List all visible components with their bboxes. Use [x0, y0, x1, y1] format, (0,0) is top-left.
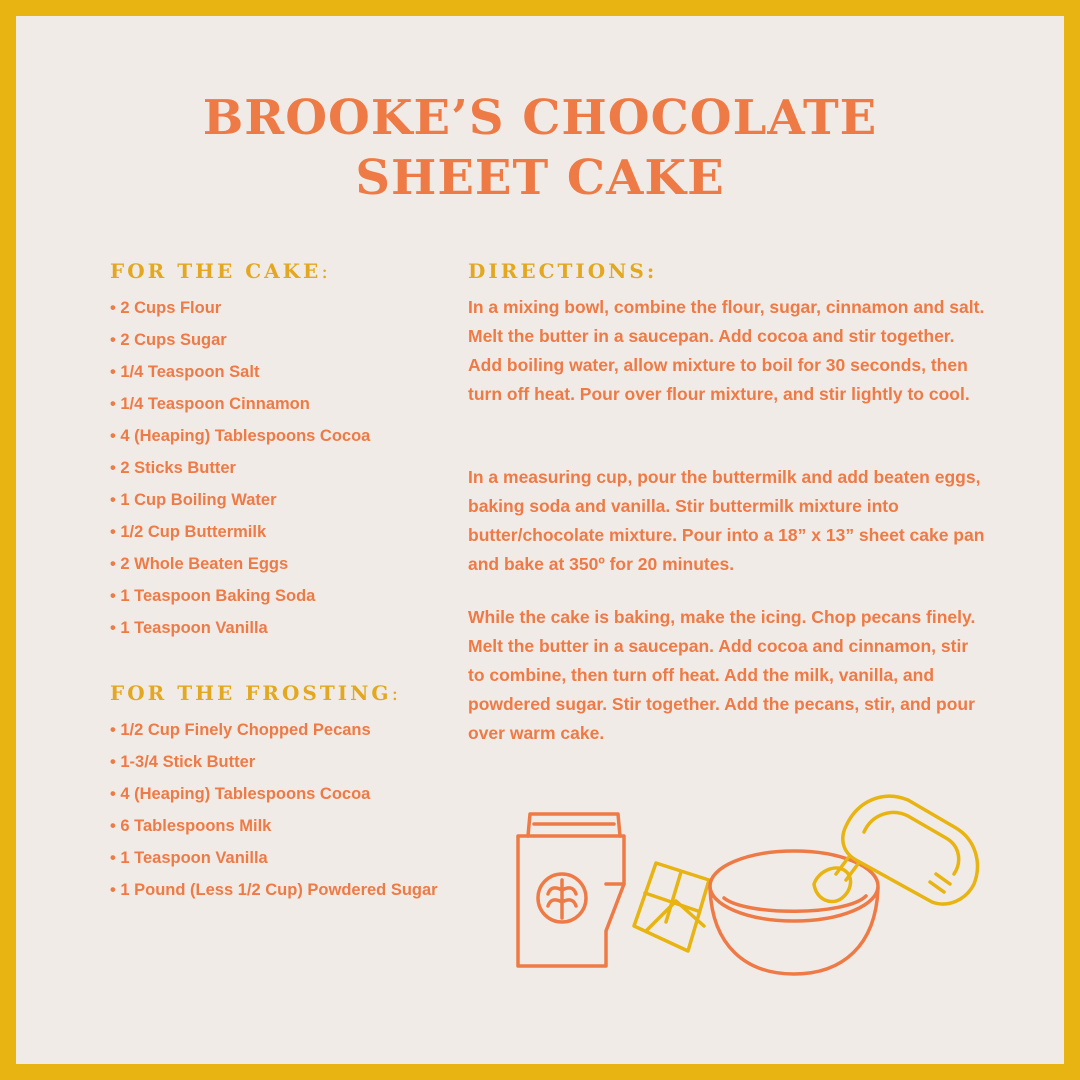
ingredient-item: • 1/4 Teaspoon Cinnamon	[110, 388, 370, 420]
frosting-ingredient-list	[110, 714, 438, 906]
recipe-title-line-1: BROOKE’S CHOCOLATE	[202, 90, 878, 146]
ingredient-item: • 2 Cups Flour	[110, 292, 370, 324]
ingredient-item: • 4 (Heaping) Tablespoons Cocoa	[110, 778, 438, 810]
baking-illustration	[496, 766, 996, 996]
ingredient-item: • 1 Cup Boiling Water	[110, 484, 370, 516]
ingredient-item: • 1 Teaspoon Baking Soda	[110, 580, 370, 612]
frosting-heading-colon: :	[391, 681, 399, 705]
ingredient-item: • 2 Sticks Butter	[110, 452, 370, 484]
directions-heading: DIRECTIONS:	[468, 259, 658, 283]
ingredient-item: • 2 Whole Beaten Eggs	[110, 548, 370, 580]
chocolate-bar-icon	[634, 863, 709, 951]
ingredient-item: • 1-3/4 Stick Butter	[110, 746, 438, 778]
ingredient-item: • 1 Pound (Less 1/2 Cup) Powdered Sugar	[110, 874, 438, 906]
cake-heading-colon: :	[321, 259, 329, 283]
ingredient-item: • 1 Teaspoon Vanilla	[110, 842, 438, 874]
ingredient-item: • 6 Tablespoons Milk	[110, 810, 438, 842]
ingredient-item: • 1/4 Teaspoon Salt	[110, 356, 370, 388]
cake-heading	[110, 258, 328, 284]
recipe-card	[16, 16, 1064, 1064]
ingredient-item: • 4 (Heaping) Tablespoons Cocoa	[110, 420, 370, 452]
flour-bag-icon	[518, 814, 624, 966]
ingredient-item: • 1 Teaspoon Vanilla	[110, 612, 370, 644]
ingredient-item: • 1/2 Cup Finely Chopped Pecans	[110, 714, 438, 746]
cake-ingredient-list	[110, 292, 370, 644]
directions-step-3: While the cake is baking, make the icing. Chop pecans finely. Melt the butter in a saucepan. Add cocoa and cinnamon, stir to combine, then turn off heat. Add the milk, vanilla, and powdered sugar. Stir together. Add the pecans, stir, and pour over warm cake.	[468, 607, 976, 743]
cake-heading-text: FOR THE CAKE	[110, 259, 322, 283]
directions-step-2: In a measuring cup, pour the buttermilk and add beaten eggs, baking soda and vanilla. Stir buttermilk mixture into butter/chocolate mixture. Pour into a 18” x 13” sheet cake pan and bake at 350º for 20 minutes.	[468, 467, 985, 574]
frosting-heading	[110, 680, 398, 706]
hand-mixer-icon	[814, 796, 977, 904]
ingredient-item: • 2 Cups Sugar	[110, 324, 370, 356]
ingredient-item: • 1/2 Cup Buttermilk	[110, 516, 370, 548]
frosting-heading-text: FOR THE FROSTING	[110, 681, 392, 705]
recipe-title	[16, 88, 1064, 208]
directions-step-1: In a mixing bowl, combine the flour, sugar, cinnamon and salt. Melt the butter in a saucepan. Add cocoa and stir together. Add boiling water, allow mixture to boil for 30 seconds, then turn off heat. Pour over flour mixture, and stir lightly to cool.	[468, 297, 985, 404]
recipe-title-line-2: SHEET CAKE	[355, 150, 725, 206]
